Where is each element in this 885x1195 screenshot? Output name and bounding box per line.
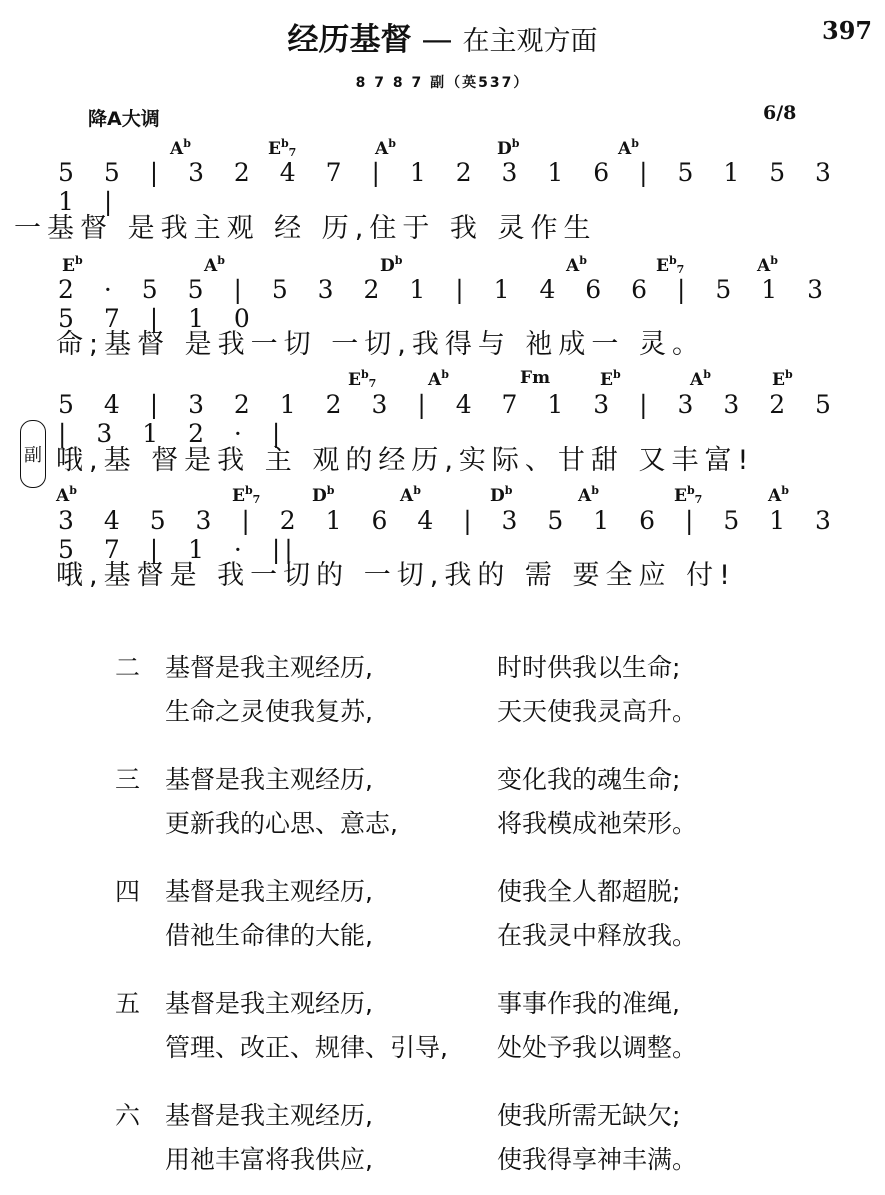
chord-symbol: $E^b_7$ — [268, 137, 297, 159]
chord-symbol: $A^b$ — [578, 484, 599, 506]
hymn-number: 397 — [822, 16, 873, 45]
verse-number: 六 — [115, 1101, 141, 1130]
verse-text: 借祂生命律的大能, — [165, 921, 373, 950]
notation-text: 2 · 5 5 | 5 3 2 1 | 1 4 6 6 | 5 1 3 5 7 | 1 0 — [58, 275, 827, 333]
chord-symbol: $D^b$ — [497, 137, 520, 159]
chord-symbol: $E^b$ — [62, 254, 83, 276]
chord-symbol: $D^b$ — [380, 254, 403, 276]
title-dash: — — [421, 22, 453, 58]
verse-text: 基督是我主观经历, — [165, 877, 373, 906]
key-signature: 降A大调 — [88, 108, 160, 130]
chord-symbol: $A^b$ — [400, 484, 421, 506]
verse-number: 四 — [115, 877, 141, 906]
verse-text: 更新我的心思、意志, — [165, 809, 398, 838]
chord-symbol: $A^b$ — [618, 137, 639, 159]
refrain-marker: 副 — [20, 420, 46, 488]
verse-5 — [115, 982, 697, 1070]
verse-text: 基督是我主观经历, — [165, 989, 373, 1018]
verse-number: 三 — [115, 765, 141, 794]
lyric-line-2: 命;基督 是我一切 一切,我得与 祂成一 灵。 — [56, 329, 706, 360]
verse-2 — [115, 646, 697, 734]
verse-text: 将我模成祂荣形。 — [497, 809, 698, 838]
lyric-line-1: 一基督 是我主观 经 历,住于 我 灵作生 — [14, 213, 597, 244]
chord-symbol: $E^b$ — [600, 368, 621, 390]
title-main: 经历基督 — [287, 22, 412, 58]
chord-symbol: $A^b$ — [690, 368, 711, 390]
time-signature: 6/8 — [763, 102, 797, 124]
verse-number: 五 — [115, 989, 141, 1018]
verse-text: 生命之灵使我复苏, — [165, 697, 373, 726]
chord-symbol: $E^b_7$ — [674, 484, 703, 506]
lyric-line-3: 哦,基 督是我 主 观的经历,实际、甘甜 又丰富! — [56, 445, 755, 476]
chord-symbol: $E^b_7$ — [232, 484, 261, 506]
verse-text: 使我所需无缺欠; — [497, 1101, 681, 1130]
chord-symbol: $E^b$ — [772, 368, 793, 390]
verse-text: 变化我的魂生命; — [497, 765, 681, 794]
verse-4 — [115, 870, 697, 958]
notation-text: 5 5 | 3 2 4 7 | 1 2 3 1 6 | 5 1 5 3 1 | — [58, 158, 835, 216]
chord-symbol: $E^b_7$ — [656, 254, 685, 276]
chord-symbol: $A^b$ — [170, 137, 191, 159]
notation-text: 3 4 5 3 | 2 1 6 4 | 3 5 1 6 | 5 1 3 5 7 | 1 · || — [58, 506, 835, 564]
hymn-title — [0, 14, 885, 59]
verse-number: 二 — [115, 653, 141, 682]
verse-text: 使我得享神丰满。 — [497, 1145, 698, 1174]
chord-symbol: $E^b_7$ — [348, 368, 377, 390]
chord-symbol: $A^b$ — [566, 254, 587, 276]
chord-symbol: $A^b$ — [428, 368, 449, 390]
verse-3 — [115, 758, 697, 846]
verse-text: 使我全人都超脱; — [497, 877, 681, 906]
lyric-line-4: 哦,基督是 我一切的 一切,我的 需 要全应 付! — [56, 560, 736, 591]
chord-symbol: $A^b$ — [757, 254, 778, 276]
meter-line: 8 7 8 7 副（英537） — [355, 75, 530, 91]
verse-text: 基督是我主观经历, — [165, 653, 373, 682]
chord-symbol: $A^b$ — [768, 484, 789, 506]
title-subtitle: 在主观方面 — [462, 26, 598, 57]
verse-text: 事事作我的准绳, — [497, 989, 680, 1018]
chord-symbol: $A^b$ — [56, 484, 77, 506]
chord-symbol: $A^b$ — [375, 137, 396, 159]
chord-symbol: Fm — [520, 368, 551, 388]
chord-symbol: $A^b$ — [204, 254, 225, 276]
chord-symbol: $D^b$ — [490, 484, 513, 506]
verse-text: 管理、改正、规律、引导, — [165, 1033, 448, 1062]
chord-symbol: $D^b$ — [312, 484, 335, 506]
verse-6 — [115, 1094, 697, 1182]
verse-text: 用祂丰富将我供应, — [165, 1145, 373, 1174]
verse-text: 基督是我主观经历, — [165, 1101, 373, 1130]
notation-text: 5 4 | 3 2 1 2 3 | 4 7 1 3 | 3 3 2 5 | 3 1 2 · | — [58, 390, 835, 448]
verse-text: 时时供我以生命; — [497, 653, 681, 682]
verse-text: 基督是我主观经历, — [165, 765, 373, 794]
verse-text: 在我灵中释放我。 — [497, 921, 698, 950]
verse-text: 天天使我灵高升。 — [497, 697, 698, 726]
verse-text: 处处予我以调整。 — [497, 1033, 698, 1062]
